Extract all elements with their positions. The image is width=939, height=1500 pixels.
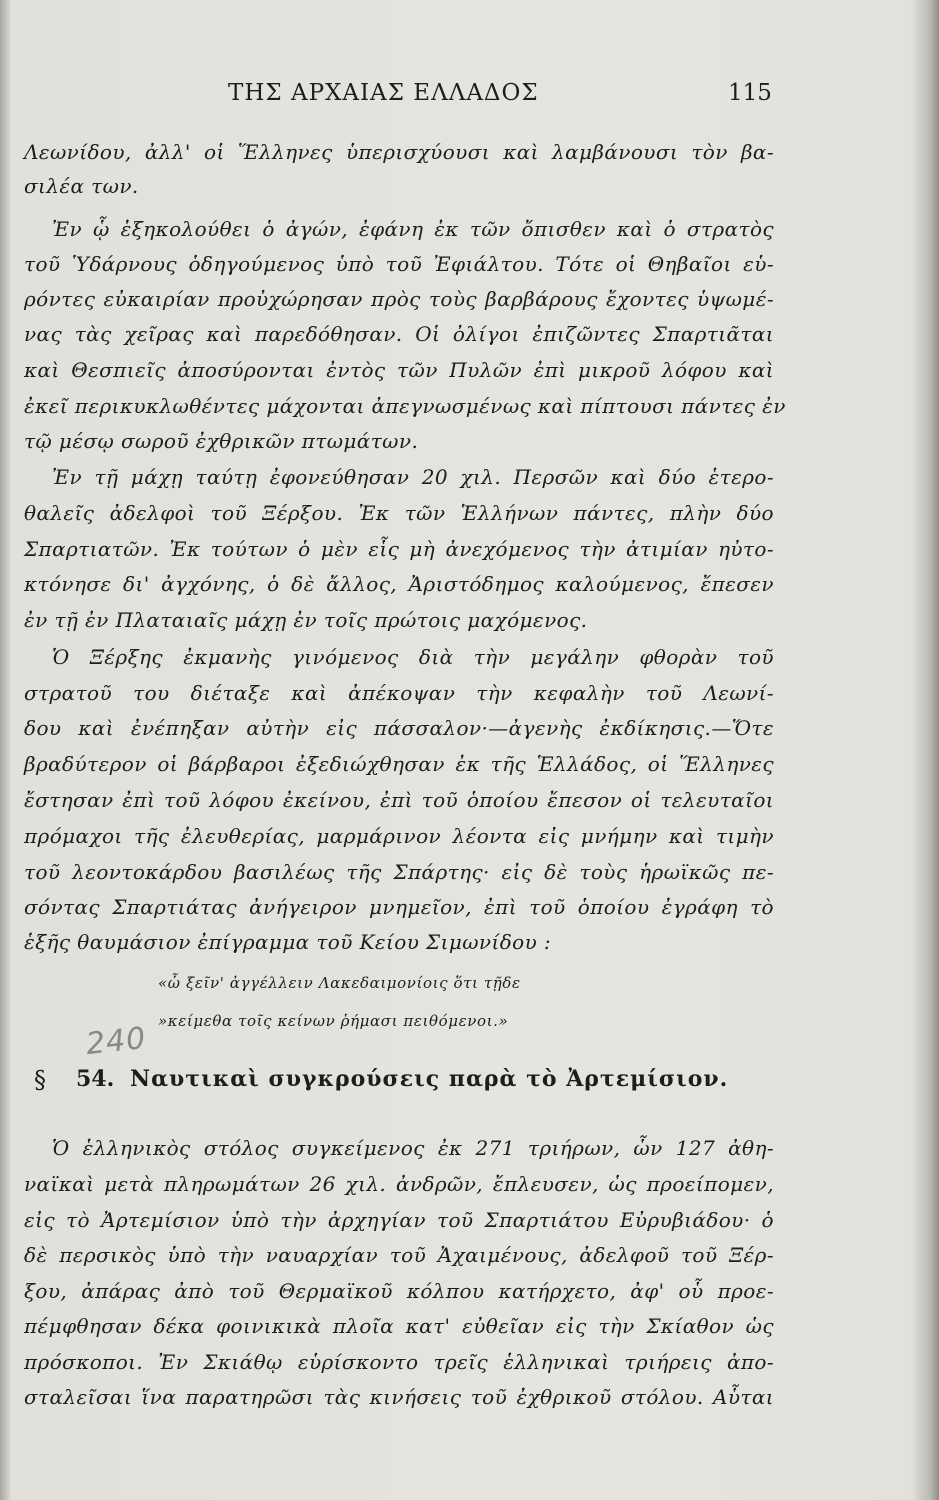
text-line: Ὁ Ξέρξης ἐκμανὴς γινόμενος διὰ τὴν μεγάλην φθορὰν τοῦ <box>52 645 774 669</box>
epigram-line: »κείμεθα τοῖς κείνων ῥήμασι πειθόμενοι.» <box>158 1012 509 1030</box>
text-line: τοῦ λεοντοκάρδου βασιλέως τῆς Σπάρτης· εἰς δὲ τοὺς ἡρωϊκῶς πε- <box>24 860 774 884</box>
text-line: νας τὰς χεῖρας καὶ παρεδόθησαν. Οἱ ὀλίγοι ἐπιζῶντες Σπαρτιᾶται <box>24 322 774 346</box>
text-line: ρόντες εὐκαιρίαν προὐχώρησαν πρὸς τοὺς βαρβάρους ἔχοντες ὑψωμέ- <box>24 287 774 311</box>
text-line: δου καὶ ἐνέπηξαν αὐτὴν εἰς πάσσαλον·—ἀγενὴς ἐκδίκησις.—Ὅτε <box>24 716 774 740</box>
section-mark: § <box>34 1066 46 1094</box>
text-line: σιλέα των. <box>24 174 139 198</box>
text-line: ἐκεῖ περικυκλωθέντες μάχονται ἀπεγνωσμένως καὶ πίπτουσι πάντες ἐν <box>24 394 786 418</box>
text-line: στρατοῦ του διέταξε καὶ ἀπέκοψαν τὴν κεφαλὴν τοῦ Λεωνί- <box>24 681 774 705</box>
text-line: Ὁ ἑλληνικὸς στόλος συγκείμενος ἐκ 271 τριήρων, ὧν 127 ἀθη- <box>52 1136 774 1160</box>
text-line: πρόσκοποι. Ἐν Σκιάθῳ εὑρίσκοντο τρεῖς ἑλληνικαὶ τριήρεις ἀπο- <box>24 1350 774 1374</box>
text-line: πρόμαχοι τῆς ἐλευθερίας, μαρμάρινον λέοντα εἰς μνήμην καὶ τιμὴν <box>24 824 774 848</box>
text-line: πέμφθησαν δέκα φοινικικὰ πλοῖα κατ' εὐθεῖαν εἰς τὴν Σκίαθον ὡς <box>24 1314 774 1338</box>
section-number: 54. <box>76 1066 115 1092</box>
page-number: 115 <box>728 80 772 106</box>
text-line: τοῦ Ὑδάρνους ὁδηγούμενος ὑπὸ τοῦ Ἐφιάλτου. Τότε οἱ Θηβαῖοι εὑ- <box>24 252 774 276</box>
text-line: ξου, ἀπάρας ἀπὸ τοῦ Θερμαϊκοῦ κόλπου κατήρχετο, ἀφ' οὗ προε- <box>24 1279 774 1303</box>
text-line: τῷ μέσῳ σωροῦ ἐχθρικῶν πτωμάτων. <box>24 429 419 453</box>
section-heading <box>26 1066 786 1102</box>
text-line: σόντας Σπαρτιάτας ἀνήγειρον μνημεῖον, ἐπὶ τοῦ ὁποίου ἐγράφη τὸ <box>24 895 774 919</box>
text-line: ναϊκαὶ μετὰ πληρωμάτων 26 χιλ. ἀνδρῶν, ἔπλευσεν, ὡς προείπομεν, <box>24 1172 774 1196</box>
text-line: βραδύτερον οἱ βάρβαροι ἐξεδιώχθησαν ἐκ τῆς Ἑλλάδος, οἱ Ἕλληνες <box>24 752 774 776</box>
text-line: Σπαρτιατῶν. Ἐκ τούτων ὁ μὲν εἷς μὴ ἀνεχόμενος τὴν ἀτιμίαν ηὐτο- <box>24 537 774 561</box>
page-edge-shadow <box>911 0 939 1500</box>
running-header <box>0 80 939 116</box>
text-line: Ἐν τῇ μάχῃ ταύτῃ ἐφονεύθησαν 20 χιλ. Περσῶν καὶ δύο ἑτερο- <box>52 465 774 489</box>
text-line: κτόνησε δι' ἀγχόνης, ὁ δὲ ἄλλος, Ἀριστόδημος καλούμενος, ἔπεσεν <box>24 572 774 596</box>
running-title: ΤΗΣ ΑΡΧΑΙΑΣ ΕΛΛΑΔΟΣ <box>228 80 539 106</box>
text-line: καὶ Θεσπιεῖς ἀποσύρονται ἐντὸς τῶν Πυλῶν ἐπὶ μικροῦ λόφου καὶ <box>24 358 774 382</box>
section-title: Ναυτικαὶ συγκρούσεις παρὰ τὸ Ἀρτεμίσιον. <box>130 1066 729 1092</box>
text-line: σταλεῖσαι ἵνα παρατηρῶσι τὰς κινήσεις τοῦ ἐχθρικοῦ στόλου. Αὗται <box>24 1385 774 1409</box>
text-line: ἔστησαν ἐπὶ τοῦ λόφου ἐκείνου, ἐπὶ τοῦ ὁποίου ἔπεσον οἱ τελευταῖοι <box>24 788 774 812</box>
binding-edge <box>0 0 10 1500</box>
text-line: ἐν τῇ ἐν Πλαταιαῖς μάχῃ ἐν τοῖς πρώτοις μαχόμενος. <box>24 608 588 632</box>
text-line: Ἐν ᾧ ἐξηκολούθει ὁ ἀγών, ἐφάνη ἐκ τῶν ὄπισθεν καὶ ὁ στρατὸς <box>52 217 774 241</box>
text-line: εἰς τὸ Ἀρτεμίσιον ὑπὸ τὴν ἀρχηγίαν τοῦ Σπαρτιάτου Εὐρυβιάδου· ὁ <box>24 1208 774 1232</box>
handwritten-margin-note: 240 <box>84 1020 148 1063</box>
text-line: θαλεῖς ἀδελφοὶ τοῦ Ξέρξου. Ἐκ τῶν Ἑλλήνων πάντες, πλὴν δύο <box>24 501 774 525</box>
epigram-line: «ὦ ξεῖν' ἀγγέλλειν Λακεδαιμονίοις ὅτι τῇδε <box>158 974 521 992</box>
text-line: Λεωνίδου, ἀλλ' οἱ Ἕλληνες ὑπερισχύουσι καὶ λαμβάνουσι τὸν βα- <box>24 140 774 164</box>
text-line: ἑξῆς θαυμάσιον ἐπίγραμμα τοῦ Κείου Σιμωνίδου : <box>24 930 552 954</box>
text-line: δὲ περσικὸς ὑπὸ τὴν ναυαρχίαν τοῦ Ἀχαιμένους, ἀδελφοῦ τοῦ Ξέρ- <box>24 1243 774 1267</box>
